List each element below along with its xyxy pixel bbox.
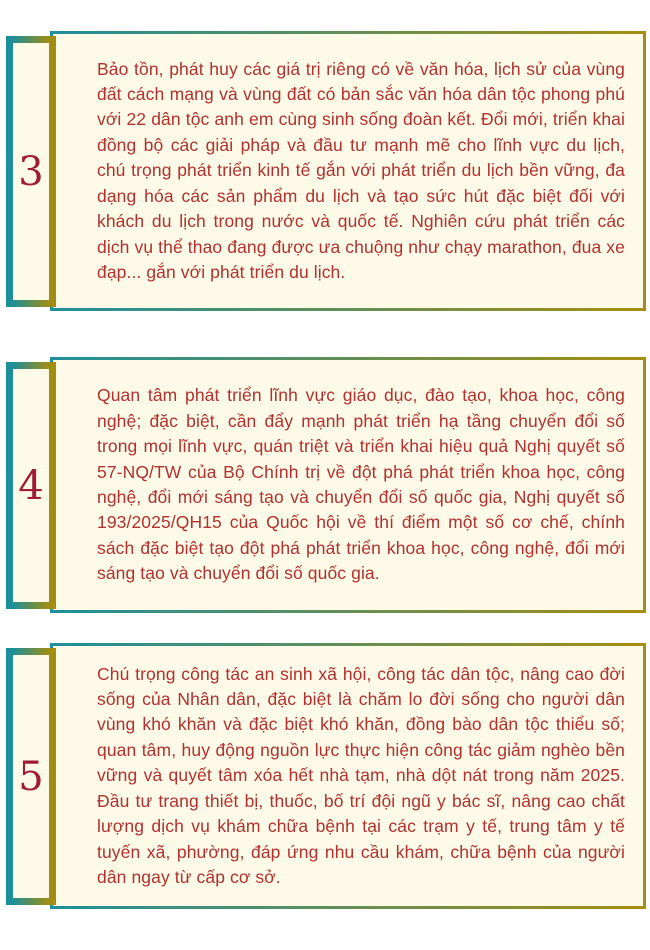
item-4-number-tile — [6, 362, 56, 609]
item-4-number: 4 — [18, 462, 44, 509]
item-5-text: Chú trọng công tác an sinh xã hội, công tác dân tộc, nâng cao đời sống của Nhân dân, đặc biệt là chăm lo đời sống cho người dân vùng khó khăn và đặc biệt khó khăn, đồng bào dân tộc thiểu số; quan tâm, huy động nguồn lực thực hiện công tác giảm nghèo bền vững và quyết tâm xóa hết nhà tạm, nhà dột nát trong năm 2025. Đầu tư trang thiết bị, thuốc, bố trí đội ngũ y bác sĩ, nâng cao chất lượng dịch vụ khám chữa bệnh tại các trạm y tế, trung tâm y tế tuyến xã, phường, đáp ứng nhu cầu khám, chữa bệnh của người dân ngay từ cấp cơ sở. — [97, 663, 625, 887]
list-item-4 — [0, 357, 650, 613]
item-3-text: Bảo tồn, phát huy các giá trị riêng có về văn hóa, lịch sử của vùng đất cách mạng và vùng đất có bản sắc văn hóa dân tộc phong phú với 22 dân tộc anh em cùng sinh sống đoàn kết. Đổi mới, triển khai đồng bộ các giải pháp và đầu tư mạnh mẽ cho lĩnh vực du lịch, chú trọng phát triển kinh tế gắn với phát triển du lịch bền vững, đa dạng hóa các sản phẩm du lịch và tạo sức hút đặc biệt đối với khách du lịch trong nước và quốc tế. Nghiên cứu phát triển các dịch vụ thể thao đang được ưa chuộng như chạy marathon, đua xe đạp... gắn với phát triển du lịch. — [97, 58, 625, 282]
item-5-number: 5 — [18, 753, 44, 800]
item-3-text-card — [50, 31, 646, 311]
numbered-list — [0, 31, 650, 950]
list-item-3 — [0, 31, 650, 311]
item-5-text-card — [50, 643, 646, 909]
item-3-number: 3 — [18, 148, 44, 195]
item-4-text-card — [50, 357, 646, 613]
item-5-number-tile — [6, 648, 56, 905]
item-3-number-tile — [6, 36, 56, 307]
item-4-text: Quan tâm phát triển lĩnh vực giáo dục, đào tạo, khoa học, công nghệ; đặc biệt, cần đẩy mạnh phát triển hạ tầng chuyển đổi số trong mọi lĩnh vực, quán triệt và triển khai hiệu quả Nghị quyết số 57-NQ/TW của Bộ Chính trị về đột phá phát triển khoa học, công nghệ, đổi mới sáng tạo và chuyển đổi số quốc gia, Nghị quyết số 193/2025/QH15 của Quốc hội về thí điểm một số cơ chế, chính sách đặc biệt tạo đột phá phát triển khoa học, công nghệ, đổi mới sáng tạo và chuyển đổi số quốc gia. — [97, 385, 625, 584]
list-item-5 — [0, 643, 650, 909]
